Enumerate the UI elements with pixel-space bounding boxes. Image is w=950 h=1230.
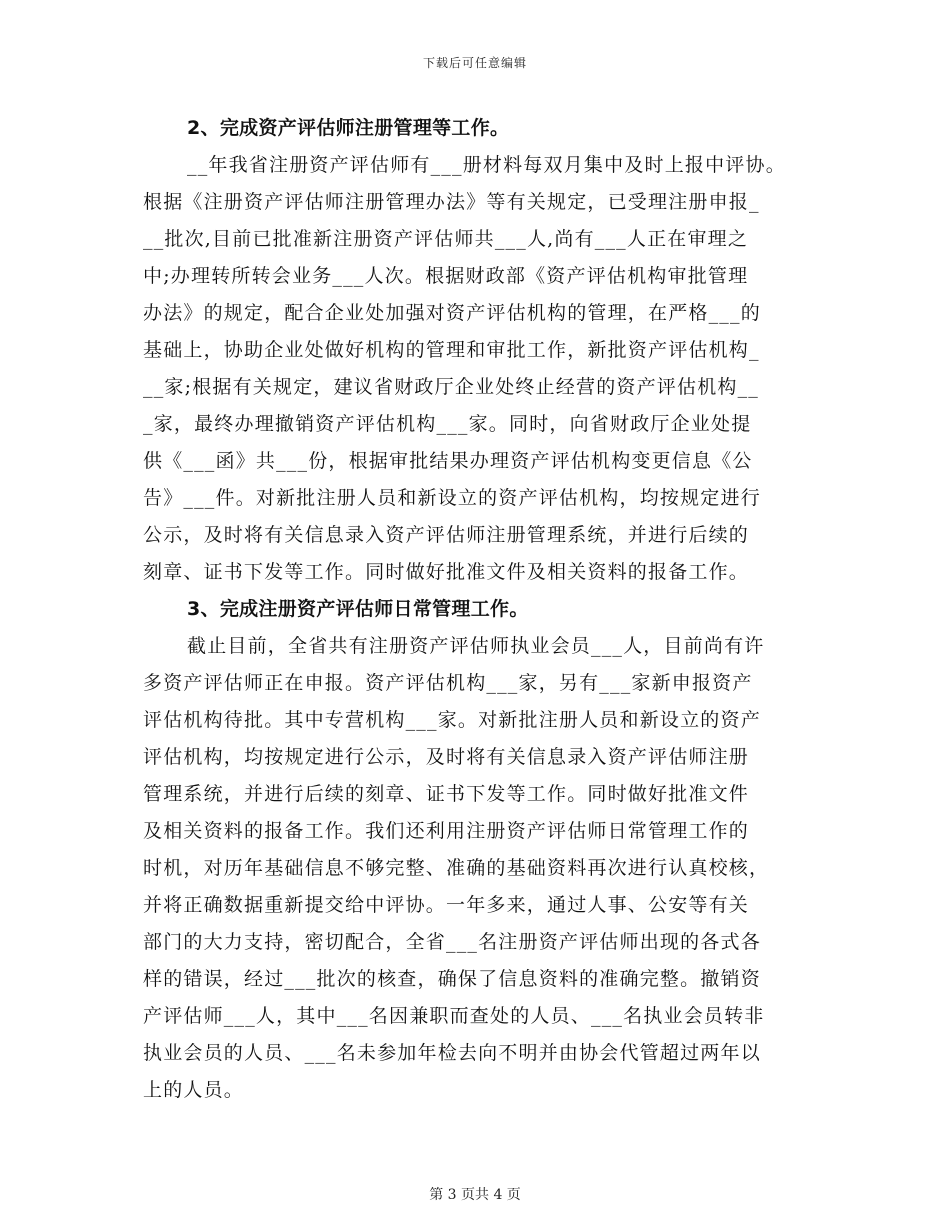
paragraph-line: 供《___函》共___份，根据审批结果办理资产评估机构变更信息《公 (143, 450, 753, 472)
paragraph-line: 根据《注册资产评估师注册管理办法》等有关规定，已受理注册申报_ (143, 191, 760, 213)
paragraph-line: 中;办理转所转会业务___人次。根据财政部《资产评估机构审批管理 (143, 265, 749, 287)
paragraph-line: 告》___件。对新批注册人员和新设立的资产评估机构，均按规定进行 (143, 487, 761, 509)
paragraph-line: 多资产评估师正在申报。资产评估机构___家，另有___家新申报资产 (143, 672, 753, 694)
paragraph-line: 上的人员。 (143, 1079, 245, 1101)
page-footer: 第 3 页共 4 页 (429, 1187, 521, 1203)
paragraph-line: 评估机构，均按规定进行公示，及时将有关信息录入资产评估师注册 (143, 746, 750, 768)
paragraph-line: _家，最终办理撤销资产评估机构___家。同时，向省财政厅企业处提 (143, 413, 752, 435)
paragraph-line: 执业会员的人员、___名未参加年检去向不明并由协会代管超过两年以 (143, 1042, 761, 1064)
page-header: 下载后可任意编辑 (422, 56, 527, 70)
paragraph-line: 及相关资料的报备工作。我们还利用注册资产评估师日常管理工作的 (143, 820, 750, 842)
section-heading: 2、完成资产评估师注册管理等工作。 (187, 117, 510, 139)
paragraph-line: 评估机构待批。其中专营机构___家。对新批注册人员和新设立的资产 (143, 709, 761, 731)
paragraph-line: 办法》的规定，配合企业处加强对资产评估机构的管理，在严格___的 (143, 302, 761, 324)
paragraph-line: 截止目前，全省共有注册资产评估师执业会员___人，目前尚有许 (187, 635, 765, 657)
paragraph-line: 基础上，协助企业处做好机构的管理和审批工作，新批资产评估机构_ (143, 339, 760, 361)
paragraph-line: 刻章、证书下发等工作。同时做好批准文件及相关资料的报备工作。 (143, 561, 750, 583)
paragraph-line: 并将正确数据重新提交给中评协。一年多来，通过人事、公安等有关 (143, 894, 750, 916)
document-body (143, 110, 813, 1109)
paragraph-line: __家;根据有关规定，建议省财政厅企业处终止经营的资产评估机构__ (143, 376, 760, 398)
paragraph-line: __年我省注册资产评估师有___册材料每双月集中及时上报中评协。 (187, 154, 786, 176)
section-heading: 3、完成注册资产评估师日常管理工作。 (187, 598, 529, 620)
paragraph-line: 部门的大力支持，密切配合，全省___名注册资产评估师出现的各式各 (143, 931, 761, 953)
paragraph-line: 样的错误，经过___批次的核查，确保了信息资料的准确完整。撤销资 (143, 968, 761, 990)
paragraph-line: 管理系统，并进行后续的刻章、证书下发等工作。同时做好批准文件 (143, 783, 750, 805)
paragraph-line: 公示，及时将有关信息录入资产评估师注册管理系统，并进行后续的 (143, 524, 750, 546)
paragraph-line: __批次,目前已批准新注册资产评估师共___人,尚有___人正在审理之 (143, 228, 749, 250)
paragraph-line: 产评估师___人，其中___名因兼职而查处的人员、___名执业会员转非 (143, 1005, 765, 1027)
paragraph-line: 时机，对历年基础信息不够完整、准确的基础资料再次进行认真校核， (143, 857, 770, 879)
